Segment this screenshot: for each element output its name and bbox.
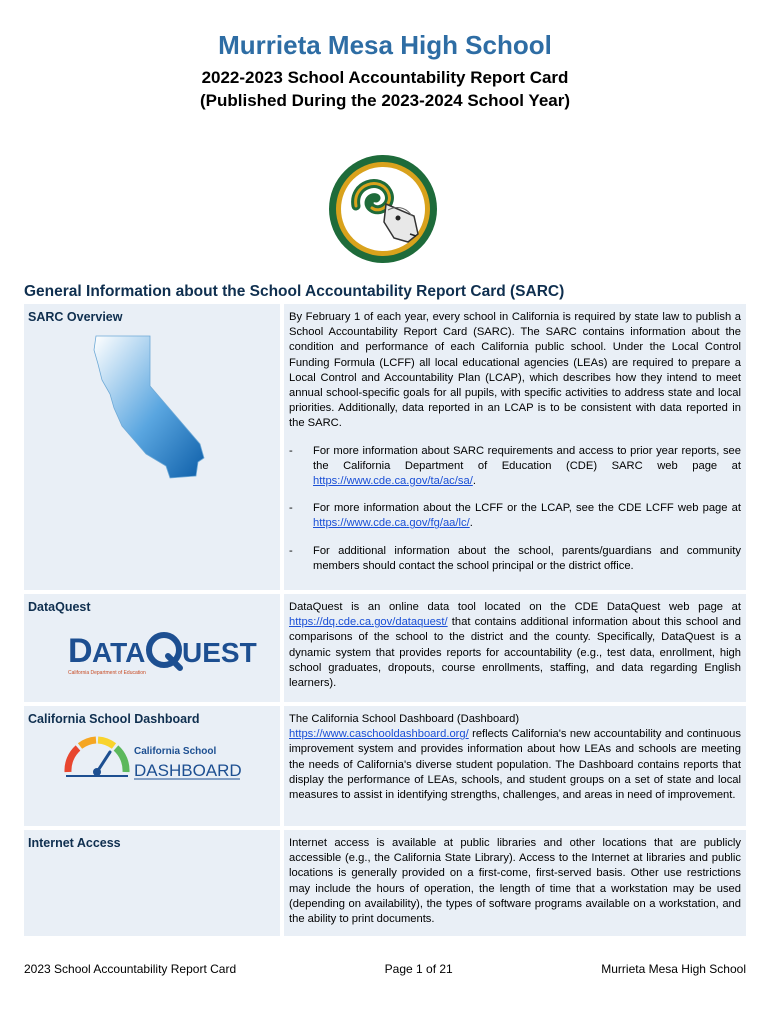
footer-page-number: Page 1 of 21	[384, 962, 453, 976]
dashboard-label-cell	[24, 706, 280, 826]
dataquest-label-cell	[24, 594, 280, 702]
sarc-overview-text-cell	[284, 304, 746, 590]
report-title-line2: (Published During the 2023-2024 School Year)	[199, 91, 571, 110]
dashboard-link[interactable]: https://www.caschooldashboard.org/	[289, 728, 469, 741]
bullet-text-part: For more information about SARC requirements and access to prior year reports, see the California Department of Education (CDE) SARC web page at	[313, 444, 741, 472]
sarc-overview-row	[24, 304, 746, 590]
dashboard-text-cell	[284, 706, 746, 826]
school-name: Murrieta Mesa High School	[218, 30, 552, 60]
dashboard-label: California School Dashboard	[28, 712, 200, 726]
sarc-overview-label: SARC Overview	[28, 310, 123, 324]
bullet-text: For additional information about the school, parents/guardians and community members should contact the school principal or the district office.	[313, 544, 741, 572]
dataquest-label: DataQuest	[28, 600, 91, 614]
dashboard-row	[24, 706, 746, 826]
california-map-icon	[92, 334, 212, 484]
bullet-dash: -	[289, 444, 293, 457]
dataquest-body-start: DataQuest is an online data tool located on the CDE DataQuest web page at	[289, 601, 741, 613]
dq-logo-uest: UEST	[182, 637, 257, 668]
dataquest-body-end: that contains additional information about this school and comparisons of the school to the district and the county. Specifically, DataQuest is a dynamic system that provides reports for accountability (e.g., test data, enrollment, high school graduates, dropouts, course enrollments, staffing, and data regarding English learners).	[289, 616, 741, 690]
bullet-dash: -	[289, 502, 293, 515]
dq-logo-caption: California Department of Education	[68, 670, 146, 676]
report-title	[0, 66, 770, 112]
dashboard-logo-line2: DASHBOARD	[134, 761, 242, 780]
dataquest-row	[24, 594, 746, 702]
footer-left: 2023 School Accountability Report Card	[24, 962, 237, 976]
bullet-text-part: For more information about the LCFF or the LCAP, see the CDE LCFF web page at	[313, 502, 741, 515]
sarc-overview-label-cell	[24, 304, 280, 590]
dashboard-body-start: The California School Dashboard (Dashboard)	[289, 713, 520, 725]
internet-access-label: Internet Access	[28, 836, 121, 850]
internet-access-label-cell	[24, 830, 280, 936]
dataquest-text-cell	[284, 594, 746, 702]
internet-access-body: Internet access is available at public libraries and other locations that are publicly accessible (e.g., the California State Library). Access to the Internet at libraries and public locations is generally provided on a first-come, first-served basis. Other use restrictions may include the hours of operation, the length of time that a workstation may be used (depending on availability), the types of software programs available on a workstation, and the ability to print documents.	[289, 837, 741, 926]
bullet-text	[313, 501, 741, 531]
cde-lcff-link[interactable]: https://www.cde.ca.gov/fg/aa/lc/	[313, 517, 470, 530]
sarc-bullet-1	[289, 444, 741, 490]
sarc-bullet-2	[289, 501, 741, 531]
section-heading: General Information about the School Accountability Report Card (SARC)	[24, 283, 565, 300]
dashboard-body-end: reflects California's new accountability and continuous improvement system and provides information about how LEAs and schools are meeting the needs of California's diverse student population. The Dashboard contains reports that display the performance of LEAs, schools, and student groups on a set of state and local measures to assist in identifying strengths, challenges, and areas in need of improvement.	[289, 728, 741, 802]
bullet-text	[313, 444, 741, 490]
internet-access-text-cell	[284, 830, 746, 936]
bullet-end: .	[469, 517, 473, 530]
sarc-bullet-3	[289, 544, 741, 574]
report-title-line1: 2022-2023 School Accountability Report Card	[201, 68, 569, 87]
cde-sarc-link[interactable]: https://www.cde.ca.gov/ta/ac/sa/	[313, 475, 473, 488]
sarc-overview-body: By February 1 of each year, every school in California is required by state law to publish a School Accountability Report Card (SARC). The SARC contains information about the condition and performance of each California public school. Under the Local Control Funding Formula (LCFF) all local educational agencies (LEAs) are required to prepare a Local Control and Accountability Plan (LCAP), which describes how they intend to meet annual school-specific goals for all pupils, with specific activities to address state and local priorities. Additionally, data reported in an LCAP is to be consistent with data reported in the SARC.	[289, 311, 741, 430]
info-table	[24, 304, 746, 940]
dashboard-logo-icon	[64, 736, 244, 786]
ram-logo-icon	[328, 154, 438, 264]
page-footer	[24, 962, 746, 976]
internet-access-row	[24, 830, 746, 936]
footer-right: Murrieta Mesa High School	[601, 962, 746, 976]
bullet-dash: -	[289, 544, 293, 557]
bullet-end: .	[472, 475, 476, 488]
dq-logo-d: D	[68, 632, 93, 670]
dq-logo-ata: ATA	[92, 637, 146, 668]
dataquest-link[interactable]: https://dq.cde.ca.gov/dataquest/	[289, 616, 448, 629]
dataquest-logo-icon	[68, 628, 257, 676]
dashboard-logo-line1: California School	[134, 746, 217, 757]
